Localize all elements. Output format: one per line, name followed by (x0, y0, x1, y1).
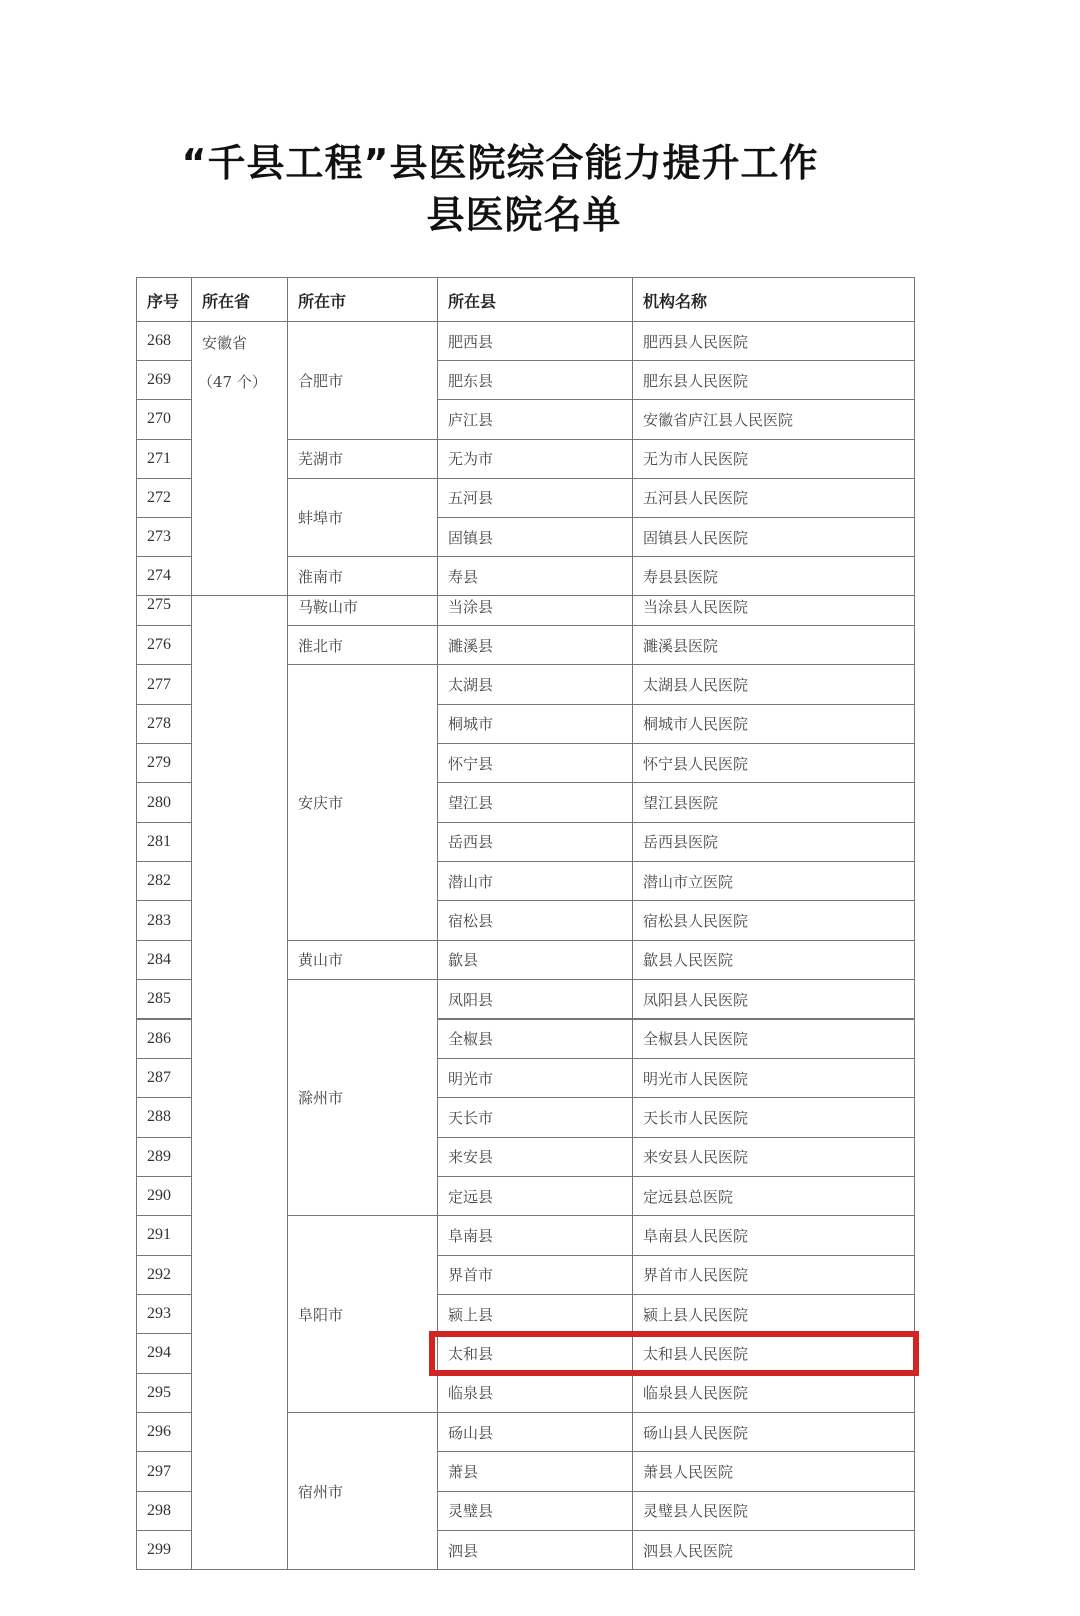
row-272-seq-text: 272 (147, 488, 171, 506)
row-284-institution-text: 歙县人民医院 (643, 951, 734, 970)
row-269-seq (136, 360, 192, 400)
row-292-institution-text: 界首市人民医院 (643, 1266, 749, 1285)
row-290-county (437, 1176, 633, 1216)
row-293-institution (632, 1294, 915, 1334)
row-293-county-text: 颍上县 (448, 1305, 494, 1324)
row-286-institution-text: 全椒县人民医院 (643, 1030, 749, 1049)
row-268-seq (136, 321, 192, 361)
row-287-seq (136, 1058, 192, 1098)
row-270-county-text: 庐江县 (448, 410, 494, 429)
row-273-seq (136, 517, 192, 557)
row-299-county (437, 1530, 633, 1570)
row-278-county-text: 桐城市 (448, 715, 494, 734)
row-294-institution-text: 太和县人民医院 (643, 1344, 749, 1363)
row-296-seq-text: 296 (147, 1423, 171, 1441)
row-286-institution (632, 1019, 915, 1059)
row-268-seq-text: 268 (147, 332, 171, 350)
row-295-institution (632, 1373, 915, 1413)
city-cell (287, 321, 438, 440)
row-290-seq (136, 1176, 192, 1216)
row-295-county (437, 1373, 633, 1413)
row-297-county (437, 1451, 633, 1491)
row-278-county (437, 704, 633, 744)
row-291-institution-text: 阜南县人民医院 (643, 1226, 749, 1245)
row-274-county (437, 556, 633, 596)
row-295-institution-text: 临泉县人民医院 (643, 1384, 749, 1403)
city-cell (287, 1412, 438, 1570)
row-289-institution (632, 1137, 915, 1177)
row-292-county-text: 界首市 (448, 1266, 494, 1285)
document-title-line1: “千县工程”县医院综合能力提升工作 (181, 141, 819, 185)
row-285-county (437, 979, 633, 1019)
row-297-county-text: 萧县 (448, 1463, 479, 1482)
row-283-county-text: 宿松县 (448, 912, 494, 931)
row-282-county-text: 潜山市 (448, 872, 494, 891)
row-278-seq-text: 278 (147, 714, 171, 732)
row-276-institution (632, 625, 915, 665)
row-283-seq (136, 900, 192, 940)
row-273-county-text: 固镇县 (448, 528, 494, 547)
row-289-county-text: 来安县 (448, 1148, 494, 1167)
row-279-county (437, 743, 633, 783)
city-cell-text: 蚌埠市 (298, 508, 344, 527)
city-cell-text: 安庆市 (298, 794, 344, 813)
province-cell-continued (191, 595, 288, 1570)
row-293-county (437, 1294, 633, 1334)
row-274-institution-text: 寿县县医院 (643, 567, 719, 586)
row-274-institution (632, 556, 915, 596)
row-281-seq-text: 281 (147, 832, 171, 850)
row-284-county-text: 歙县 (448, 951, 479, 970)
row-284-seq (136, 940, 192, 980)
row-274-county-text: 寿县 (448, 567, 479, 586)
row-282-county (437, 861, 633, 901)
row-294-county-text: 太和县 (448, 1344, 494, 1363)
row-287-institution-text: 明光市人民医院 (643, 1069, 749, 1088)
row-298-seq (136, 1491, 192, 1531)
row-299-institution-text: 泗县人民医院 (643, 1541, 734, 1560)
city-cell (287, 595, 438, 626)
row-298-institution-text: 灵璧县人民医院 (643, 1502, 749, 1521)
row-282-institution (632, 861, 915, 901)
city-cell (287, 979, 438, 1216)
row-285-seq (136, 979, 192, 1019)
row-286-seq (136, 1019, 192, 1059)
row-281-seq (136, 822, 192, 862)
row-271-seq (136, 439, 192, 479)
row-293-seq-text: 293 (147, 1305, 171, 1323)
row-275-seq-text: 275 (147, 596, 171, 613)
row-283-county (437, 900, 633, 940)
row-276-seq-text: 276 (147, 636, 171, 654)
row-271-institution (632, 439, 915, 479)
row-297-seq-text: 297 (147, 1462, 171, 1480)
city-cell (287, 439, 438, 479)
row-269-seq-text: 269 (147, 371, 171, 389)
row-278-institution-text: 桐城市人民医院 (643, 715, 749, 734)
row-284-institution (632, 940, 915, 980)
header-institution (632, 277, 915, 323)
row-286-county-text: 全椒县 (448, 1030, 494, 1049)
row-287-seq-text: 287 (147, 1069, 171, 1087)
row-296-county (437, 1412, 633, 1452)
city-cell (287, 664, 438, 940)
row-292-seq (136, 1255, 192, 1295)
row-279-institution (632, 743, 915, 783)
row-290-institution (632, 1176, 915, 1216)
row-285-seq-text: 285 (147, 990, 171, 1008)
row-289-seq-text: 289 (147, 1147, 171, 1165)
row-289-county (437, 1137, 633, 1177)
row-269-institution (632, 360, 915, 400)
city-cell-text: 淮北市 (298, 636, 344, 655)
row-298-county-text: 灵璧县 (448, 1502, 494, 1521)
province-count: （47 个） (198, 373, 267, 391)
row-293-institution-text: 颍上县人民医院 (643, 1305, 749, 1324)
row-291-county (437, 1215, 633, 1255)
row-281-institution-text: 岳西县医院 (643, 833, 719, 852)
row-271-county-text: 无为市 (448, 450, 494, 469)
row-285-institution (632, 979, 915, 1019)
city-cell-text: 合肥市 (298, 371, 344, 390)
row-282-seq (136, 861, 192, 901)
row-288-county-text: 天长市 (448, 1108, 494, 1127)
row-280-seq-text: 280 (147, 793, 171, 811)
row-276-seq (136, 625, 192, 665)
row-275-county (437, 595, 633, 626)
row-294-seq (136, 1333, 192, 1373)
city-cell-text: 宿州市 (298, 1482, 344, 1501)
row-287-institution (632, 1058, 915, 1098)
row-294-seq-text: 294 (147, 1344, 171, 1362)
row-299-seq (136, 1530, 192, 1570)
row-299-institution (632, 1530, 915, 1570)
row-281-county (437, 822, 633, 862)
row-271-institution-text: 无为市人民医院 (643, 450, 749, 469)
row-286-county (437, 1019, 633, 1059)
row-269-county-text: 肥东县 (448, 371, 494, 390)
row-298-institution (632, 1491, 915, 1531)
city-cell (287, 556, 438, 596)
row-277-seq (136, 664, 192, 704)
header-province (191, 277, 288, 323)
row-282-institution-text: 潜山市立医院 (643, 872, 734, 891)
row-299-county-text: 泗县 (448, 1541, 479, 1560)
city-cell-text: 滁州市 (298, 1089, 344, 1108)
row-272-county-text: 五河县 (448, 489, 494, 508)
province-name: 安徽省 (202, 334, 248, 352)
header-seq-no-text: 序号 (147, 291, 180, 311)
row-281-institution (632, 822, 915, 862)
row-276-institution-text: 濉溪县医院 (643, 636, 719, 655)
row-280-county (437, 782, 633, 822)
row-270-seq-text: 270 (147, 410, 171, 428)
row-269-institution-text: 肥东县人民医院 (643, 371, 749, 390)
city-cell-text: 淮南市 (298, 567, 344, 586)
row-285-county-text: 凤阳县 (448, 990, 494, 1009)
row-288-county (437, 1097, 633, 1137)
row-278-seq (136, 704, 192, 744)
row-279-seq-text: 279 (147, 754, 171, 772)
row-275-institution (632, 595, 915, 626)
city-cell (287, 940, 438, 980)
row-295-seq-text: 295 (147, 1383, 171, 1401)
row-270-seq (136, 399, 192, 439)
header-institution-text: 机构名称 (643, 291, 708, 311)
row-280-institution (632, 782, 915, 822)
row-275-institution-text: 当涂县人民医院 (643, 598, 749, 616)
row-288-seq-text: 288 (147, 1108, 171, 1126)
row-282-seq-text: 282 (147, 872, 171, 890)
row-270-county (437, 399, 633, 439)
province-cell (191, 321, 288, 596)
row-292-seq-text: 292 (147, 1265, 171, 1283)
row-275-county-text: 当涂县 (448, 598, 494, 616)
row-288-institution (632, 1097, 915, 1137)
row-290-institution-text: 定远县总医院 (643, 1187, 734, 1206)
header-county (437, 277, 633, 323)
city-cell-text: 阜阳市 (298, 1305, 344, 1324)
row-286-seq-text: 286 (147, 1029, 171, 1047)
row-280-county-text: 望江县 (448, 794, 494, 813)
row-269-county (437, 360, 633, 400)
row-291-seq-text: 291 (147, 1226, 171, 1244)
city-cell-text: 黄山市 (298, 951, 344, 970)
row-283-institution (632, 900, 915, 940)
row-277-county (437, 664, 633, 704)
city-cell-text: 芜湖市 (298, 450, 344, 469)
row-268-county (437, 321, 633, 361)
row-276-county (437, 625, 633, 665)
row-277-institution-text: 太湖县人民医院 (643, 676, 749, 695)
row-295-seq (136, 1373, 192, 1413)
row-299-seq-text: 299 (147, 1541, 171, 1559)
row-274-seq (136, 556, 192, 596)
row-283-institution-text: 宿松县人民医院 (643, 912, 749, 931)
row-276-county-text: 濉溪县 (448, 636, 494, 655)
row-284-seq-text: 284 (147, 950, 171, 968)
header-province-text: 所在省 (202, 291, 251, 311)
row-296-seq (136, 1412, 192, 1452)
header-seq-no (136, 277, 192, 323)
row-268-county-text: 肥西县 (448, 332, 494, 351)
row-296-institution-text: 砀山县人民医院 (643, 1423, 749, 1442)
row-268-institution-text: 肥西县人民医院 (643, 332, 749, 351)
row-273-county (437, 517, 633, 557)
row-273-institution (632, 517, 915, 557)
row-281-county-text: 岳西县 (448, 833, 494, 852)
row-272-institution-text: 五河县人民医院 (643, 489, 749, 508)
row-272-county (437, 478, 633, 518)
city-cell (287, 625, 438, 665)
row-298-seq-text: 298 (147, 1501, 171, 1519)
row-296-county-text: 砀山县 (448, 1423, 494, 1442)
row-278-institution (632, 704, 915, 744)
row-277-seq-text: 277 (147, 675, 171, 693)
header-city (287, 277, 438, 323)
row-293-seq (136, 1294, 192, 1334)
row-271-seq-text: 271 (147, 449, 171, 467)
row-271-county (437, 439, 633, 479)
highlight-box-row-294 (429, 1331, 919, 1376)
row-298-county (437, 1491, 633, 1531)
row-279-institution-text: 怀宁县人民医院 (643, 754, 749, 773)
row-290-seq-text: 290 (147, 1187, 171, 1205)
row-273-seq-text: 273 (147, 528, 171, 546)
row-283-seq-text: 283 (147, 911, 171, 929)
header-city-text: 所在市 (298, 291, 347, 311)
row-277-county-text: 太湖县 (448, 676, 494, 695)
row-290-county-text: 定远县 (448, 1187, 494, 1206)
city-cell (287, 1215, 438, 1413)
row-297-institution-text: 萧县人民医院 (643, 1463, 734, 1482)
row-280-seq (136, 782, 192, 822)
document-title-line2: 县医院名单 (426, 193, 622, 237)
row-288-seq (136, 1097, 192, 1137)
row-279-county-text: 怀宁县 (448, 754, 494, 773)
row-295-county-text: 临泉县 (448, 1384, 494, 1403)
row-270-institution (632, 399, 915, 439)
row-291-county-text: 阜南县 (448, 1226, 494, 1245)
row-292-institution (632, 1255, 915, 1295)
row-272-seq (136, 478, 192, 518)
row-291-institution (632, 1215, 915, 1255)
row-287-county-text: 明光市 (448, 1069, 494, 1088)
row-284-county (437, 940, 633, 980)
city-cell (287, 478, 438, 557)
row-291-seq (136, 1215, 192, 1255)
row-275-seq (136, 595, 192, 626)
row-287-county (437, 1058, 633, 1098)
row-297-seq (136, 1451, 192, 1491)
row-296-institution (632, 1412, 915, 1452)
city-cell-text: 马鞍山市 (298, 598, 359, 616)
row-272-institution (632, 478, 915, 518)
row-285-institution-text: 凤阳县人民医院 (643, 990, 749, 1009)
row-268-institution (632, 321, 915, 361)
row-288-institution-text: 天长市人民医院 (643, 1108, 749, 1127)
row-280-institution-text: 望江县医院 (643, 794, 719, 813)
row-270-institution-text: 安徽省庐江县人民医院 (643, 410, 794, 429)
row-279-seq (136, 743, 192, 783)
row-297-institution (632, 1451, 915, 1491)
header-county-text: 所在县 (448, 291, 497, 311)
row-292-county (437, 1255, 633, 1295)
row-277-institution (632, 664, 915, 704)
row-289-seq (136, 1137, 192, 1177)
row-273-institution-text: 固镇县人民医院 (643, 528, 749, 547)
row-274-seq-text: 274 (147, 567, 171, 585)
row-289-institution-text: 来安县人民医院 (643, 1148, 749, 1167)
